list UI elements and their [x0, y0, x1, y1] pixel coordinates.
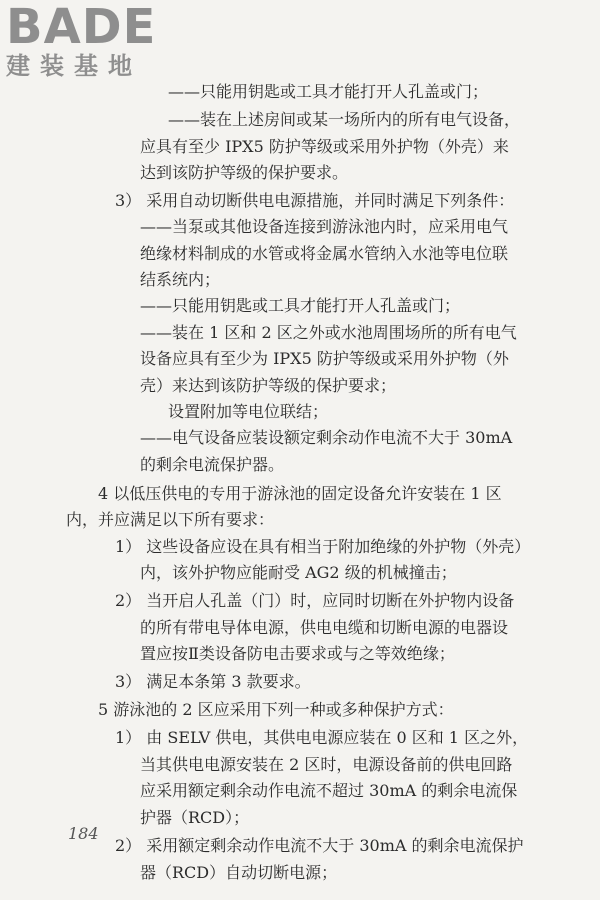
text-line: 设置附加等电位联结； [168, 402, 329, 421]
list-item-marker-line: 1） 由 SELV 供电，其供电电源应装在 0 区和 1 区之外， [115, 728, 529, 747]
list-item-marker-line: 2） 采用额定剩余动作电流不大于 30mA 的剩余电流保护 [115, 836, 524, 855]
text-line: 应具有至少 IPX5 防护等级或采用外护物（外壳）来 [140, 137, 509, 156]
logo-subtitle: 建装基地 [6, 52, 142, 80]
bade-logo [6, 2, 181, 80]
clause-line: 4 以低压供电的专用于游泳池的固定设备允许安装在 1 区 [98, 484, 502, 503]
text-line: 结系统内； [140, 270, 221, 289]
list-item-marker-line: 3） 采用自动切断供电电源措施，并同时满足下列条件： [115, 191, 515, 210]
list-item-marker-line: 2） 当开启人孔盖（门）时，应同时切断在外护物内设备 [115, 591, 515, 610]
text-line: ——装在上述房间或某一场所内的所有电气设备， [168, 110, 521, 129]
list-item-marker-line: 1） 这些设备应设在具有相当于附加绝缘的外护物（外壳） [115, 537, 531, 556]
list-item-marker-line: 3） 满足本条第 3 款要求。 [115, 672, 311, 691]
text-line: 器（RCD）自动切断电源； [140, 863, 338, 882]
text-line: 绝缘材料制成的水管或将金属水管纳入水池等电位联 [140, 244, 509, 263]
text-line: ——电气设备应装设额定剩余动作电流不大于 30mA [140, 428, 513, 447]
text-line: ——当泵或其他设备连接到游泳池内时，应采用电气 [140, 217, 509, 236]
text-line: 设备应具有至少为 IPX5 防护等级或采用外护物（外 [140, 349, 509, 368]
text-line: 内，并应满足以下所有要求： [66, 510, 275, 529]
text-line: 当其供电电源安装在 2 区时，电源设备前的供电回路 [140, 755, 513, 774]
logo-wordmark: BADE [6, 0, 157, 55]
page-number: 184 [68, 824, 99, 843]
text-line: 应采用额定剩余动作电流不超过 30mA 的剩余电流保 [140, 781, 518, 800]
text-line: 内，该外护物应能耐受 AG2 级的机械撞击； [140, 563, 457, 582]
text-line: 壳）来达到该防护等级的保护要求； [140, 376, 397, 395]
text-line: ——只能用钥匙或工具才能打开人孔盖或门； [140, 296, 461, 315]
clause-line: 5 游泳池的 2 区应采用下列一种或多种保护方式： [98, 700, 454, 719]
text-line: ——只能用钥匙或工具才能打开人孔盖或门； [168, 82, 489, 101]
text-line: ——装在 1 区和 2 区之外或水池周围场所的所有电气 [140, 323, 517, 342]
text-line: 的剩余电流保护器。 [140, 455, 285, 474]
text-line: 护器（RCD）； [140, 808, 250, 827]
text-line: 的所有带电导体电源，供电电缆和切断电源的电器设 [140, 618, 509, 637]
text-line: 置应按Ⅱ类设备防电击要求或与之等效绝缘； [140, 644, 455, 663]
text-line: 达到该防护等级的保护要求。 [140, 163, 349, 182]
